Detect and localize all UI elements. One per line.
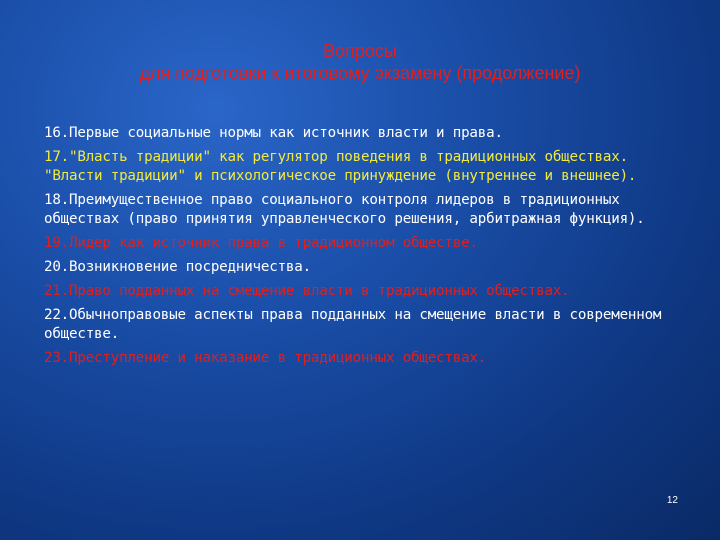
question-item-23: 23.Преступление и наказание в традиционных обществах. xyxy=(44,350,487,366)
slide-title xyxy=(0,40,720,84)
question-list xyxy=(44,124,674,373)
question-item-18: 18.Преимущественное право социального контроля лидеров в традиционных обществах (право принятия управленческого решения, арбитражная функция). xyxy=(44,192,645,227)
question-item-19: 19.Лидер как источник права в традиционном обществе. xyxy=(44,235,478,251)
question-item-21: 21.Право подданных на смещение власти в традиционных обществах. xyxy=(44,283,570,299)
question-item-22: 22.Обычноправовые аспекты права подданных на смещение власти в современном обществе. xyxy=(44,307,662,342)
slide-title-line1: Вопросы xyxy=(323,41,397,61)
question-item-17: 17."Власть традиции" как регулятор поведения в традиционных обществах. "Власти традиции" и психологическое принуждение (внутреннее и внешнее). xyxy=(44,149,637,184)
question-item-20: 20.Возникновение посредничества. xyxy=(44,259,311,275)
question-item-16: 16.Первые социальные нормы как источник власти и права. xyxy=(44,125,503,141)
page-number: 12 xyxy=(666,495,678,506)
slide-title-line2: для подготовки к итоговому экзамену (продолжение) xyxy=(139,63,581,83)
